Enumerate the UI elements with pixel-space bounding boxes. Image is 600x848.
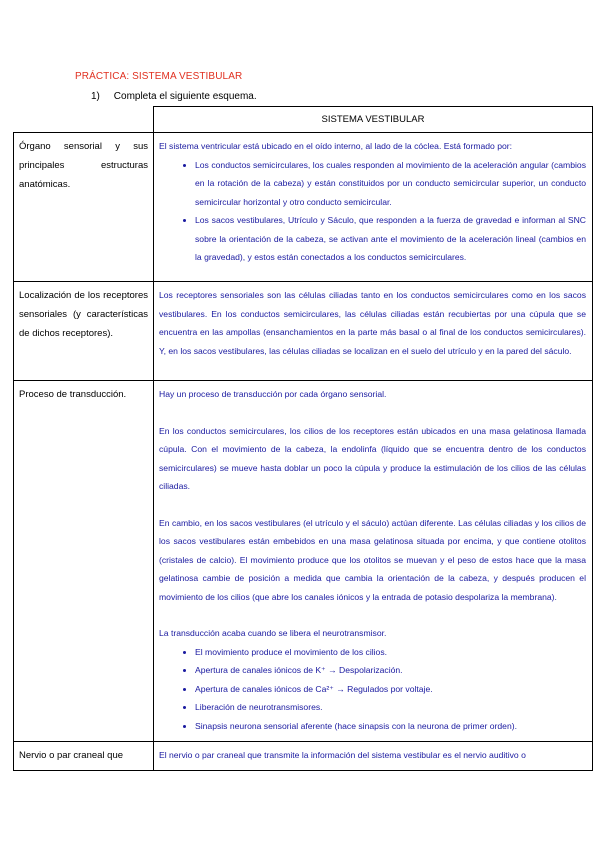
row-text: Los receptores sensoriales son las células ciliadas tanto en los conductos semicirculares como en los sacos vestibulares. En los conductos semicirculares, las células ciliadas están recubiertas por una cúpula que se encuentra en las ampollas (ensanchamientos en la parte más basal o al final de los conductos semicirculares). Y, en los sacos vestibulares, las células ciliadas se localizan en el suelo del utrículo y en la pared del sáculo. (159, 290, 586, 356)
row-content (154, 133, 593, 282)
header-blank-cell (14, 107, 154, 133)
bullet-list (159, 643, 586, 736)
row-label: Órgano sensorial y sus principales estructuras anatómicas. (14, 133, 154, 282)
row-label: Localización de los receptores sensoriales (y características de dichos receptores). (14, 282, 154, 381)
paragraph: En los conductos semicirculares, los cilios de los receptores están ubicados en una masa gelatinosa llamada cúpula. Con el movimiento de la cabeza, la endolinfa (líquido que se encuentra dentro de los conductos semicirculares) se mueve hasta doblar un poco la cúpula y produce la estimulación de los cilios de las células ciliadas. (159, 425, 586, 491)
list-item: • Sinapsis neurona sensorial aferente (hace sinapsis con la neurona de primer orden). (195, 717, 586, 736)
table-row (14, 282, 593, 381)
list-item: • Apertura de canales iónicos de K⁺ → Despolarización. (195, 661, 586, 680)
row-intro: El sistema ventricular está ubicado en el oído interno, al lado de la cóclea. Está formado por: (159, 141, 513, 151)
list-item: • Los conductos semicirculares, los cuales responden al movimiento de la aceleración angular (cambios en la rotación de la cabeza) y están constituidos por un conducto semicircular superior, un conducto semicircular horizontal y otro conducto semicircular. (195, 156, 586, 212)
table-header: SISTEMA VESTIBULAR (154, 107, 593, 133)
table-row (14, 381, 593, 742)
instruction (91, 91, 257, 102)
row-content (154, 282, 593, 381)
table-row (14, 742, 593, 771)
row-label: Proceso de transducción. (14, 381, 154, 742)
paragraph: En cambio, en los sacos vestibulares (el utrículo y el sáculo) actúan diferente. Las células ciliadas y los cilios de los sacos vestibulares están embebidos en una masa gelatinosa situada por encima, y que contiene otolitos (cristales de calcio). El movimiento produce que los otolitos se muevan y el peso de estos hace que la masa gelatinosa cambie de posición a medida que cambia la orientación de la cabeza, y después producen el movimiento de los cilios (que abre los canales iónicos y la entrada de potasio despolariza la membrana). (159, 517, 586, 602)
bullet-list (159, 156, 586, 267)
instruction-number: 1) (91, 91, 100, 102)
table-header-row (14, 107, 593, 133)
paragraph: Hay un proceso de transducción por cada órgano sensorial. (159, 389, 387, 399)
list-item: • Los sacos vestibulares, Utrículo y Sáculo, que responden a la fuerza de gravedad e informan al SNC sobre la orientación de la cabeza, se activan ante el movimiento de la aceleración lineal (cambios en la gravedad), y estos están conectados a los conductos semicirculares. (195, 211, 586, 267)
row-text: El nervio o par craneal que transmite la información del sistema vestibular es el nervio auditivo o (159, 750, 526, 760)
list-item: • Apertura de canales iónicos de Ca²⁺ → Regulados por voltaje. (195, 680, 586, 699)
row-content (154, 742, 593, 771)
vestibular-table (13, 106, 593, 771)
paragraph: La transducción acaba cuando se libera el neurotransmisor. (159, 628, 387, 638)
list-item: • Liberación de neurotransmisores. (195, 698, 586, 717)
page-title: PRÁCTICA: SISTEMA VESTIBULAR (75, 71, 243, 82)
list-item: • El movimiento produce el movimiento de los cilios. (195, 643, 586, 662)
row-label: Nervio o par craneal que (14, 742, 154, 771)
row-content (154, 381, 593, 742)
instruction-text: Completa el siguiente esquema. (113, 91, 257, 102)
table-row (14, 133, 593, 282)
